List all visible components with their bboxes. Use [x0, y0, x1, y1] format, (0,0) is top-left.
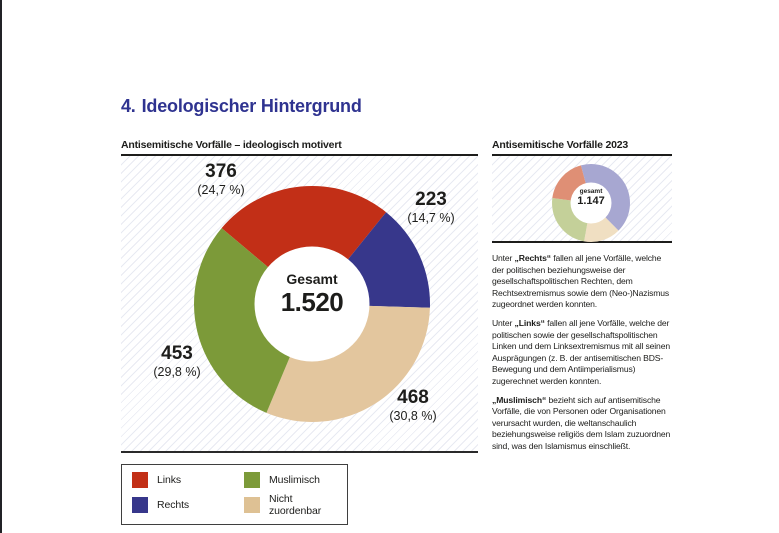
segment-percent: (24,7 %) [197, 182, 245, 197]
legend-swatch-links [132, 472, 148, 488]
segment-percent: (29,8 %) [153, 364, 201, 379]
legend-label: Nicht zuordenbar [269, 493, 322, 517]
legend-swatch-muslimisch [244, 472, 260, 488]
total-value: 1.520 [280, 287, 344, 317]
definition-term: „Links“ [514, 317, 545, 328]
definition-body: fallen all jene Vorfälle, welche der politischen sowie der gesellschaftspolitischen Linken und dem Linksextremismus mit all seinen Ausprägungen (z. B. der antisemitischen BDS-Bewegung und dem Antiimperialismus) zugerechnet werden konnten. [492, 317, 670, 386]
segment-label-rechts [383, 190, 479, 226]
segment-label-muslimisch [125, 344, 229, 380]
side-donut-center-total [551, 188, 631, 208]
segment-value: 468 [397, 387, 429, 408]
legend-item-muslimisch [244, 472, 338, 488]
definition-rechts [492, 253, 672, 311]
definition-body: fallen all jene Vorfälle, welche der politischen beziehungsweise der gesellschaftspolitischen Rechten, dem Rechtsextremismus sowie dem (Neo-)Nazismus zugeordnet werden konnten. [492, 253, 670, 310]
segment-label-links [173, 162, 269, 198]
legend-swatch-nicht-zuordenbar [244, 497, 260, 513]
main-chart-panel [121, 156, 478, 453]
legend-item-links [132, 472, 244, 488]
main-donut-center-total [252, 271, 372, 318]
legend-label: Links [157, 474, 182, 486]
legend-swatch-rechts [132, 497, 148, 513]
definition-term: „Rechts“ [514, 253, 551, 263]
segment-value: 376 [205, 161, 237, 182]
definitions-text [492, 253, 672, 453]
legend-label: Rechts [157, 499, 190, 511]
legend-item-rechts [132, 493, 244, 517]
definition-term: „Muslimisch“ [492, 394, 547, 405]
legend-label: Muslimisch [269, 474, 320, 486]
segment-value: 453 [161, 343, 193, 364]
definition-body: bezieht sich auf antisemitische Vorfälle, die von Personen oder Organisationen verursacht wurden, die weltanschaulich beziehungsweise religiös dem Islam zuzuordnen sind, was den Islamismus einschließt. [492, 394, 671, 451]
page-title-number: 4. [121, 96, 136, 116]
total-label: gesamt [579, 188, 603, 195]
legend-item-nicht-zuordenbar [244, 493, 338, 517]
side-chart-header: Antisemitische Vorfälle 2023 [492, 139, 672, 156]
page-left-edge [0, 0, 2, 533]
side-panel [492, 139, 672, 460]
segment-value: 223 [415, 189, 447, 210]
page-title-text: Ideologischer Hintergrund [141, 96, 362, 116]
definition-prefix: Unter [492, 253, 515, 263]
definition-prefix: Unter [492, 317, 515, 328]
main-chart-section [121, 139, 478, 525]
total-value: 1.147 [577, 195, 605, 208]
chart-legend [121, 464, 348, 525]
page-title [121, 96, 362, 117]
segment-percent: (30,8 %) [389, 408, 437, 423]
side-chart-panel [492, 156, 672, 243]
total-label: Gesamt [286, 271, 338, 287]
segment-label-nicht-zuordenbar [359, 388, 467, 424]
definition-muslimisch [492, 395, 672, 453]
definition-links [492, 318, 672, 388]
segment-percent: (14,7 %) [407, 210, 455, 225]
main-chart-header: Antisemitische Vorfälle – ideologisch motivert [121, 139, 478, 156]
